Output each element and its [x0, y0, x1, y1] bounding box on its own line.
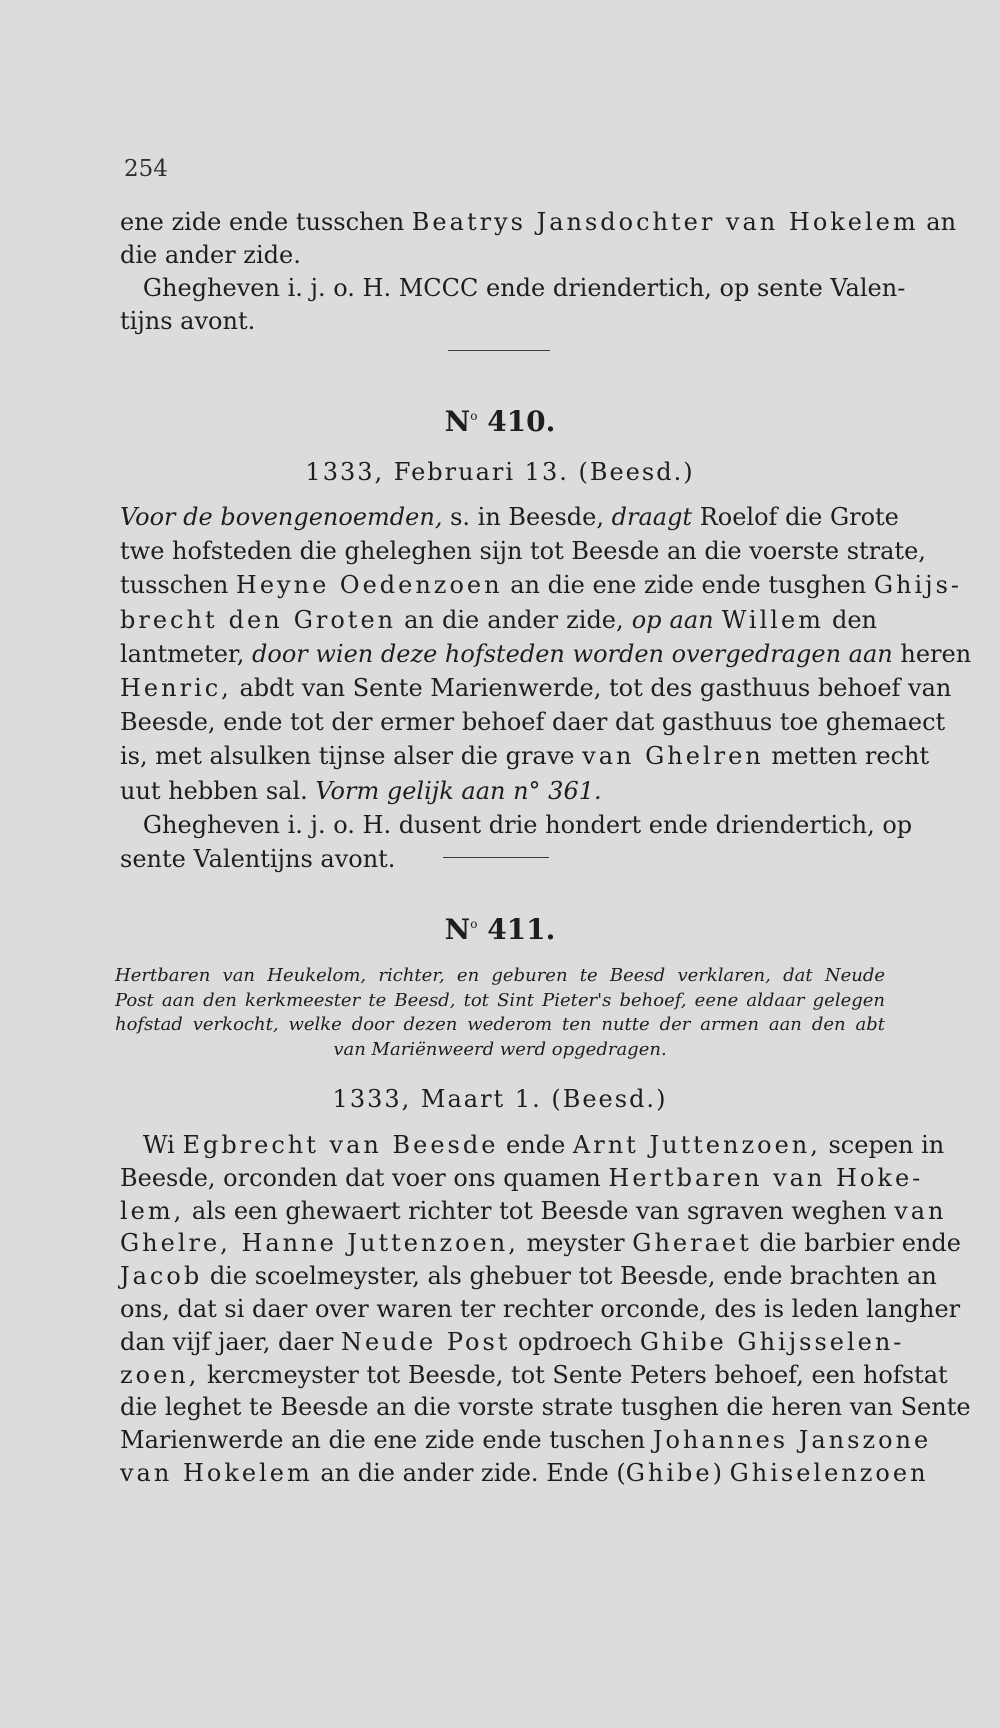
italic-run: Vorm gelijk aan n° 361. — [315, 776, 602, 805]
text-run: Marienwerde an die ene zide ende tuschen — [120, 1426, 653, 1455]
doc-411-number-value: 411. — [487, 913, 556, 946]
spaced-name: Gheraet — [632, 1229, 752, 1258]
doc-411-number — [0, 913, 1000, 946]
text-run: Ghegheven i. j. o. H. MCCC ende driendertich, op sente Valen- — [120, 274, 906, 302]
text-run: twe hofsteden die gheleghen sijn tot Beesde an die voerste strate, — [120, 537, 926, 566]
text-run: lantmeter, — [120, 639, 252, 668]
spaced-name: van — [894, 1196, 947, 1225]
italic-run: op aan — [631, 605, 714, 634]
doc-410-number — [0, 405, 1000, 438]
italic-run: draagt — [611, 503, 693, 531]
doc410-line — [120, 705, 946, 739]
text-run: sente Valentijns avont. — [120, 845, 396, 873]
doc-410-number-value: 410. — [487, 405, 556, 438]
text-run — [714, 606, 722, 634]
separator-rule-1 — [448, 350, 550, 351]
spaced-name: Beatrys Jansdochter van Hokelem — [411, 208, 919, 236]
doc-410-number-sup: o — [470, 409, 478, 423]
doc411-line — [120, 1423, 932, 1457]
doc-410-number-prefix: N — [444, 405, 471, 438]
text-run: meyster — [518, 1229, 633, 1258]
doc410-line — [120, 739, 930, 773]
text-run: is, met alsulken tijnse alser die grave — [120, 742, 583, 771]
block1-line — [120, 205, 957, 239]
regest-line: Post aan den kerkmeester te Beesd, tot Sint Pieter's behoef, eene aldaar gelegen — [115, 989, 885, 1011]
spaced-name: lem, — [120, 1196, 185, 1225]
text-run: die leghet te Beesde an die vorste strate tusghen die heren van Sente — [120, 1393, 971, 1422]
spaced-name: Hertbaren van Hoke- — [608, 1163, 924, 1192]
doc-410-dateline: 1333, Februari 13. (Beesd.) — [305, 458, 695, 486]
spaced-name: Henric, — [120, 674, 232, 702]
doc410-line — [120, 671, 952, 705]
text-run: opdroech — [510, 1327, 640, 1356]
text-run: die ander zide. — [120, 241, 301, 269]
text-run: s. in Beesde, — [442, 503, 612, 531]
spaced-name: Neude Post — [340, 1327, 511, 1356]
separator-rule-2 — [443, 857, 549, 858]
doc-411-number-sup: o — [470, 917, 478, 931]
text-run: als een ghewaert richter tot Beesde van sgraven weghen — [184, 1196, 895, 1225]
text-run: tijns avont. — [120, 307, 256, 335]
text-run: kercmeyster tot Beesde, tot Sente Peters behoef, een hofstat — [199, 1360, 948, 1389]
italic-run: door wien deze hofsteden worden overgedragen aan — [252, 639, 893, 668]
block1-line — [120, 271, 906, 305]
spaced-name: brecht den Groten — [120, 605, 397, 634]
doc411-line — [120, 1194, 947, 1228]
text-run: an — [918, 208, 957, 236]
text-run: uut hebben sal. — [120, 776, 316, 805]
spaced-name: van Ghelren — [582, 742, 764, 771]
text-run: den — [823, 605, 877, 634]
doc411-line — [120, 1259, 937, 1293]
doc411-line — [120, 1128, 945, 1162]
spaced-name: Arnt Juttenzoen, — [572, 1131, 821, 1159]
doc410-line — [120, 842, 877, 876]
text-run: Beesde, orconden dat voer ons quamen — [120, 1163, 609, 1192]
spaced-name: Ghijs- — [873, 571, 963, 600]
text-run: Wi — [120, 1131, 183, 1159]
doc411-line — [120, 1292, 961, 1326]
doc410-line — [120, 637, 972, 671]
spaced-name: Heyne Oedenzoen — [235, 571, 503, 600]
spaced-name: Ghibe Ghijsselen- — [639, 1327, 905, 1356]
text-run: ons, dat si daer over waren ter rechter orconde, des is leden langher — [120, 1295, 961, 1323]
doc411-line — [120, 1226, 961, 1260]
doc410-line — [120, 774, 877, 808]
page-number: 254 — [124, 156, 168, 182]
text-run: metten recht — [763, 742, 930, 771]
spaced-name: zoen, — [120, 1360, 200, 1389]
text-run: Beesde, ende tot der ermer behoef daer dat gasthuus toe ghemaect — [120, 708, 946, 737]
spaced-name: van Hokelem — [120, 1459, 313, 1487]
doc411-line — [120, 1161, 924, 1195]
text-run: tusschen — [120, 571, 236, 600]
text-run: ene zide ende tusschen — [120, 208, 412, 236]
text-run: an die ene zide ende tusghen — [502, 571, 874, 600]
text-run: heren — [892, 639, 972, 668]
text-run: ende — [498, 1131, 573, 1159]
doc-411-number-prefix: N — [444, 913, 471, 946]
spaced-name: Willem — [721, 605, 824, 634]
text-run: abdt van Sente Marienwerde, tot des gasthuus behoef van — [231, 674, 952, 702]
spaced-name: Johannes Janszone — [652, 1426, 932, 1455]
doc-411-dateline: 1333, Maart 1. (Beesd.) — [332, 1085, 668, 1113]
text-run: ) — [712, 1459, 730, 1487]
text-run: an die ander zide. Ende ( — [312, 1459, 626, 1487]
spaced-name: Jacob — [120, 1262, 203, 1291]
doc411-line — [120, 1390, 971, 1424]
regest-line: van Mariënweerd werd opgedragen. — [333, 1038, 667, 1060]
doc410-line — [120, 808, 913, 842]
italic-run: Voor de bovengenoemden, — [120, 503, 443, 531]
spaced-name: Egbrecht van Beesde — [182, 1131, 499, 1159]
text-run: die barbier ende — [751, 1229, 961, 1258]
regest-line: hofstad verkocht, welke door dezen wederom ten nutte der armen aan den abt — [115, 1014, 885, 1035]
doc410-line — [120, 603, 877, 637]
regest-line: Hertbaren van Heukelom, richter, en geburen te Beesd verklaren, dat Neude — [115, 965, 885, 986]
spaced-name: Ghibe — [625, 1459, 713, 1487]
text-run: scepen in — [820, 1131, 945, 1159]
doc410-line — [120, 568, 963, 602]
doc411-line — [120, 1456, 929, 1490]
text-run: Ghegheven i. j. o. H. dusent drie hondert ende driendertich, op — [120, 810, 913, 839]
doc411-line — [120, 1325, 905, 1359]
block1-line — [120, 238, 877, 272]
text-run: Roelof die Grote — [692, 503, 899, 531]
spaced-name: Ghiselenzoen — [729, 1459, 929, 1487]
text-run: dan vijf jaer, daer — [120, 1327, 341, 1356]
text-run: an die ander zide, — [396, 605, 632, 634]
doc410-line — [120, 534, 926, 568]
doc411-line — [120, 1358, 948, 1392]
block1-line — [120, 304, 877, 338]
doc410-line — [120, 500, 899, 534]
text-run: die scoelmeyster, als ghebuer tot Beesde, ende brachten an — [202, 1262, 937, 1291]
spaced-name: Ghelre, Hanne Juttenzoen, — [120, 1229, 519, 1258]
